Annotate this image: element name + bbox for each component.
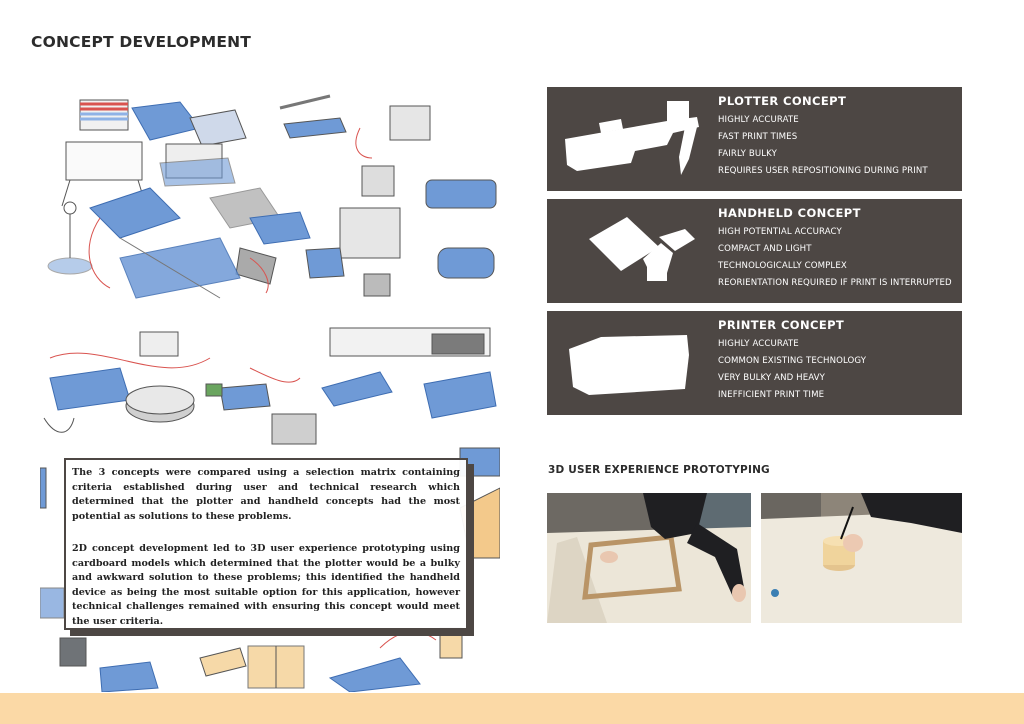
concept-point: FAIRLY BULKY [718,149,777,159]
concept-point: HIGHLY ACCURATE [718,339,799,349]
concept-point: HIGH POTENTIAL ACCURACY [718,227,842,237]
concept-point: REORIENTATION REQUIRED IF PRINT IS INTERRUPTED [718,278,952,288]
plotter-concept-points [718,112,928,180]
handheld-concept-points [718,224,952,292]
printer-concept-points [718,336,866,404]
cardboard-handheld-prototype-photo [761,493,962,623]
concept-point: COMPACT AND LIGHT [718,244,812,254]
cardboard-plotter-prototype-photo [547,493,751,623]
printer-concept-title: PRINTER CONCEPT [718,318,845,332]
plotter-concept-title: PLOTTER CONCEPT [718,94,847,108]
printer-concept-card [547,311,962,415]
concept-point: TECHNOLOGICALLY COMPLEX [718,261,847,271]
concept-point: REQUIRES USER REPOSITIONING DURING PRINT [718,166,928,176]
concept-point: HIGHLY ACCURATE [718,115,799,125]
concept-point: COMMON EXISTING TECHNOLOGY [718,356,867,366]
plotter-concept-card [547,87,962,191]
footer-band [0,693,1024,724]
page-title: CONCEPT DEVELOPMENT [31,33,252,51]
summary-text-box [64,458,468,630]
concept-point: FAST PRINT TIMES [718,132,798,142]
prototyping-section-title: 3D USER EXPERIENCE PROTOTYPING [548,464,770,476]
handheld-concept-title: HANDHELD CONCEPT [718,206,861,220]
handheld-concept-card [547,199,962,303]
concept-point: INEFFICIENT PRINT TIME [718,390,825,400]
summary-paragraph-2: 2D concept development led to 3D user experience prototyping using cardboard models which determined that the plotter would be a bulky and awkward solution to these problems; this identified the handheld device as being the most suitable option for this application, however technical challenges remained with ensuring this concept would meet the user criteria. [72,543,460,627]
printer-icon [547,311,717,415]
concept-point: VERY BULKY AND HEAVY [718,373,825,383]
handheld-icon [547,199,717,303]
plotter-icon [547,87,717,191]
summary-paragraph-1: The 3 concepts were compared using a selection matrix containing criteria established during user and technical research which determined that the plotter and handheld concepts had the most potential as solutions to these problems. [72,467,460,522]
